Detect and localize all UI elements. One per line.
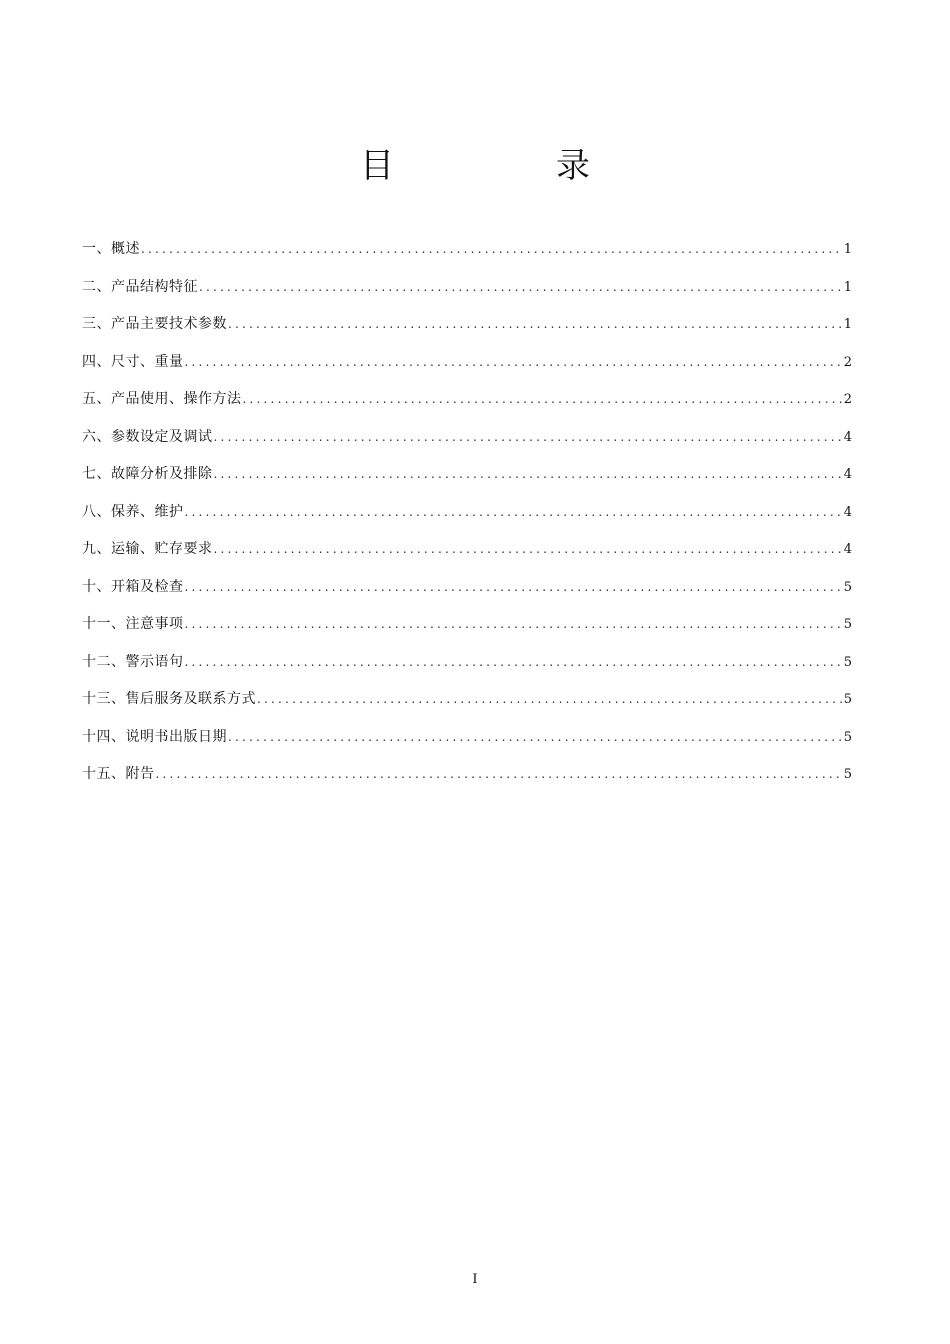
toc-entry-label: 十三、售后服务及联系方式 <box>82 691 256 707</box>
page-title: 目 录 <box>360 146 654 186</box>
toc-dot-leader <box>199 269 843 307</box>
toc-dot-leader <box>185 569 843 607</box>
toc-entry-page: 5 <box>843 729 852 745</box>
toc-entry-label: 十五、附告 <box>82 766 155 782</box>
toc-entry-page: 4 <box>843 542 852 557</box>
toc-entry-page: 1 <box>843 242 852 257</box>
toc-entry-label: 九、运输、贮存要求 <box>82 541 213 557</box>
toc-entry[interactable] <box>82 531 852 569</box>
toc-entry[interactable] <box>82 344 852 382</box>
toc-entry-page: 1 <box>843 317 852 332</box>
toc-entry-page: 2 <box>843 392 852 407</box>
toc-entry[interactable] <box>82 306 852 344</box>
toc-entry-label: 十四、说明书出版日期 <box>82 728 227 745</box>
toc-entry-label: 十二、警示语句 <box>82 653 184 670</box>
toc-entry-label: 一、概述 <box>82 241 140 257</box>
toc-entry-label: 八、保养、维护 <box>82 503 184 520</box>
toc-entry-page: 4 <box>843 429 852 445</box>
toc-dot-leader <box>214 419 843 457</box>
toc-dot-leader <box>214 531 843 569</box>
toc-entry-page: 4 <box>843 467 852 482</box>
toc-entry[interactable] <box>82 456 852 494</box>
toc-entry[interactable] <box>82 494 852 532</box>
toc-entry-label: 十一、注意事项 <box>82 616 184 632</box>
toc-entry-label: 七、故障分析及排除 <box>82 466 213 482</box>
toc-dot-leader <box>257 681 843 719</box>
toc-entry-label: 二、产品结构特征 <box>82 278 198 295</box>
toc-dot-leader <box>228 306 843 344</box>
toc-entry[interactable] <box>82 419 852 457</box>
toc-entry-page: 5 <box>843 579 852 595</box>
page-number: I <box>472 1272 478 1287</box>
toc-entry-page: 2 <box>843 354 852 370</box>
toc-dot-leader <box>141 231 843 269</box>
toc-entry[interactable] <box>82 269 852 307</box>
toc-dot-leader <box>185 606 843 644</box>
toc-entry-label: 六、参数设定及调试 <box>82 428 213 445</box>
toc-entry[interactable] <box>82 681 852 719</box>
toc-entry-page: 5 <box>843 654 852 670</box>
toc-dot-leader <box>185 344 843 382</box>
toc-entry[interactable] <box>82 644 852 682</box>
toc-entry[interactable] <box>82 231 852 269</box>
toc-dot-leader <box>185 494 843 532</box>
toc-entry-label: 十、开箱及检查 <box>82 578 184 595</box>
toc-dot-leader <box>228 719 843 757</box>
toc-entry-page: 5 <box>843 692 852 707</box>
toc-entry[interactable] <box>82 569 852 607</box>
toc-entry[interactable] <box>82 756 852 794</box>
toc-dot-leader <box>156 756 843 794</box>
toc-dot-leader <box>243 381 843 419</box>
toc-dot-leader <box>214 456 843 494</box>
toc-entry-label: 五、产品使用、操作方法 <box>82 391 242 407</box>
toc-entry-label: 三、产品主要技术参数 <box>82 316 227 332</box>
toc-entry-page: 5 <box>843 767 852 782</box>
toc-entry-page: 4 <box>843 504 852 520</box>
toc-entry-page: 5 <box>843 617 852 632</box>
table-of-contents <box>82 231 852 794</box>
toc-entry[interactable] <box>82 606 852 644</box>
toc-entry[interactable] <box>82 381 852 419</box>
toc-entry[interactable] <box>82 719 852 757</box>
toc-entry-page: 1 <box>843 279 852 295</box>
toc-dot-leader <box>185 644 843 682</box>
toc-entry-label: 四、尺寸、重量 <box>82 353 184 370</box>
